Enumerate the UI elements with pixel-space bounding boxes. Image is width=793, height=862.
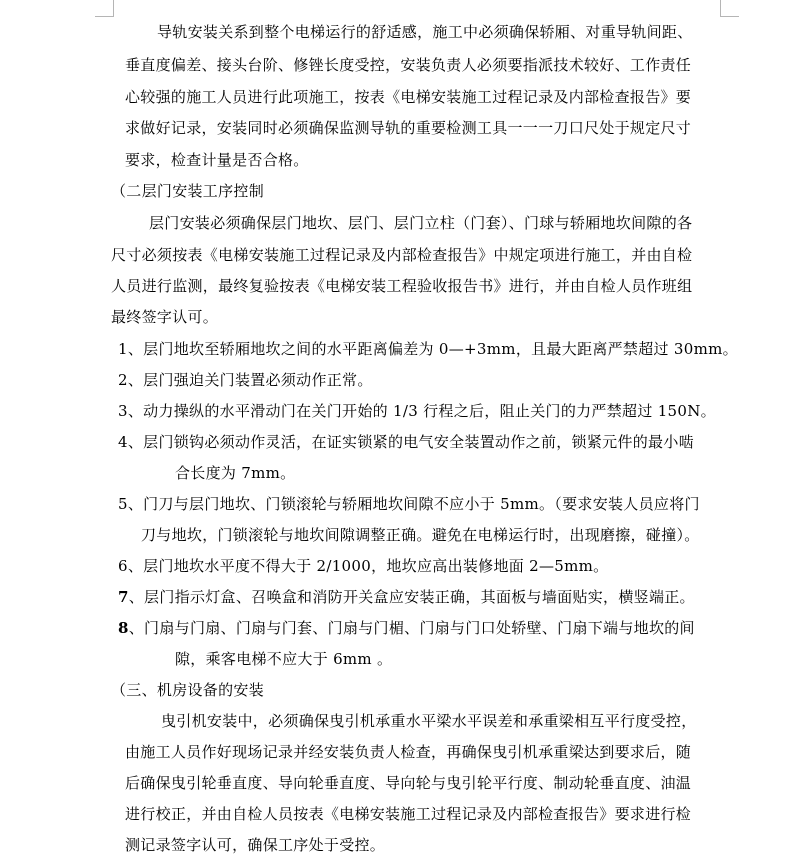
list-item: [118, 339, 738, 359]
list-item-number: 4: [118, 433, 128, 451]
list-item: [118, 401, 716, 421]
list-item: [118, 432, 694, 452]
list-item: [118, 494, 700, 514]
paragraph-line: 由施工人员作好现场记录并经安装负责人检查，再确保曳引机承重梁达到要求后，随: [125, 743, 692, 761]
paragraph-line: 要求，检查计量是否合格。: [125, 151, 309, 169]
page-margin-corner-left: [95, 0, 114, 17]
paragraph-line: 曳引机安装中，必须确保曳引机承重水平梁水平误差和承重梁相互平行度受控，: [161, 712, 697, 730]
list-item-continuation: 隙，乘客电梯不应大于 6mm 。: [175, 650, 393, 668]
list-item-number: 3: [118, 402, 128, 420]
paragraph-line: 层门安装必须确保层门地坎、层门、层门立柱（门套）、门球与轿厢地坎间隙的各: [149, 214, 693, 232]
paragraph-line: 垂直度偏差、接头台阶、修锉长度受控，安装负责人必须要指派技术较好、工作责任: [125, 56, 692, 74]
page-margin-corner-right: [720, 0, 739, 17]
paragraph-line: 后确保曳引轮垂直度、导向轮垂直度、导向轮与曳引轮平行度、制动轮垂直度、油温: [125, 774, 692, 792]
paragraph-line: 导轨安装关系到整个电梯运行的舒适感，施工中必须确保轿厢、对重导轨间距、: [157, 23, 693, 41]
list-item-text: 、动力操纵的水平滑动门在关门开始的 1/3 行程之后，阻止关门的力严禁超过 150N。: [127, 402, 716, 420]
list-item-number: 6: [118, 557, 128, 575]
list-item: [118, 556, 609, 576]
list-item-text: 、层门强迫关门装置必须动作正常。: [127, 371, 373, 389]
list-item-text: 、门刀与层门地坎、门锁滚轮与轿厢地坎间隙不应小于 5mm。（要求安装人员应将门: [127, 495, 700, 513]
list-item-text: 、层门地坎水平度不得大于 2/1000，地坎应高出装修地面 2—5mm。: [127, 557, 609, 575]
list-item-text: 、层门锁钩必须动作灵活，在证实锁紧的电气安全装置动作之前，锁紧元件的最小啮: [127, 433, 694, 451]
list-item: [118, 370, 373, 390]
paragraph-line: 心较强的施工人员进行此项施工，按表《电梯安装施工过程记录及内部检查报告》要: [125, 88, 692, 106]
paragraph-line: 求做好记录，安装同时必须确保监测导轨的重要检测工具一一一刀口尺处于规定尺寸: [125, 119, 692, 137]
list-item-number: 1: [118, 340, 128, 358]
list-item-continuation: 刀与地坎，门锁滚轮与地坎间隙调整正确。避免在电梯运行时，出现磨擦，碰撞）。: [141, 526, 700, 544]
list-item-text: 、层门地坎至轿厢地坎之间的水平距离偏差为 0—+3mm，且最大距离严禁超过 30mm。: [127, 340, 738, 358]
list-item-number: 5: [118, 495, 128, 513]
list-item-number: 7: [118, 588, 129, 606]
paragraph-line: 尺寸必须按表《电梯安装施工过程记录及内部检查报告》中规定项进行施工，并由自检: [111, 246, 693, 264]
list-item-number: 2: [118, 371, 128, 389]
list-item: [118, 618, 695, 638]
list-item-text: 、层门指示灯盒、召唤盒和消防开关盒应安装正确，其面板与墙面贴实，横竖端正。: [128, 588, 695, 606]
paragraph-line: 最终签字认可。: [111, 308, 219, 326]
paragraph-line: 人员进行监测，最终复验按表《电梯安装工程验收报告书》进行，并由自检人员作班组: [111, 277, 693, 295]
list-item: [118, 587, 695, 607]
list-item-continuation: 合长度为 7mm。: [175, 464, 296, 482]
section-heading: （二层门安装工序控制: [111, 182, 265, 200]
list-item-text: 、门扇与门扇、门扇与门套、门扇与门楣、门扇与门口处轿壁、门扇下端与地坎的间: [128, 619, 695, 637]
paragraph-line: 测记录签字认可，确保工序处于受控。: [125, 836, 386, 854]
paragraph-line: 进行校正，并由自检人员按表《电梯安装施工过程记录及内部检查报告》要求进行检: [125, 805, 692, 823]
list-item-number: 8: [118, 619, 129, 637]
section-heading: （三、机房设备的安装: [111, 681, 265, 699]
